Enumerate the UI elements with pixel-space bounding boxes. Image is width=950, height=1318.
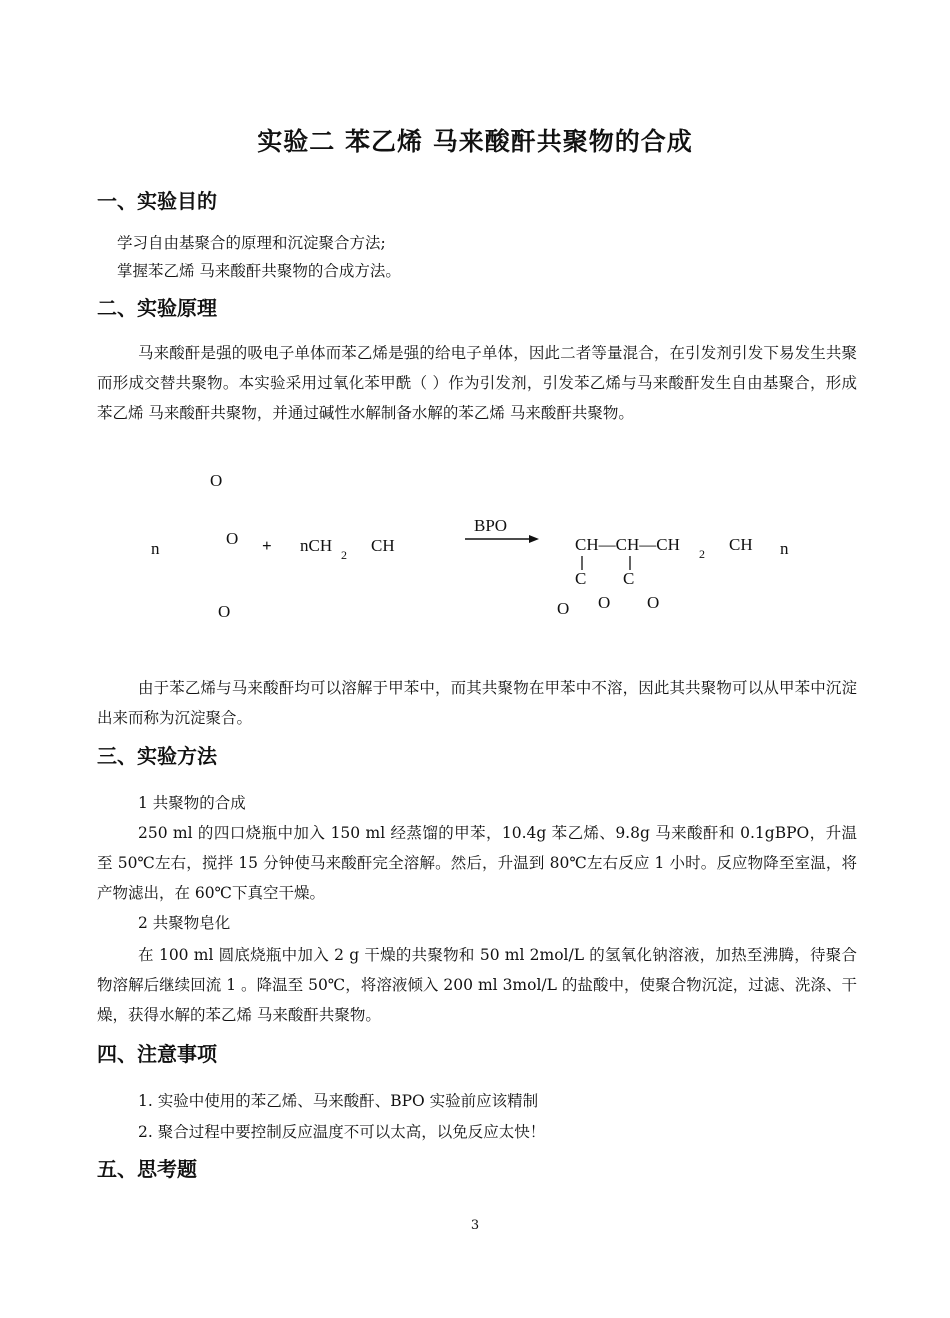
section-heading-method: 三、实验方法 bbox=[97, 744, 217, 768]
reactant-o-ring: O bbox=[226, 529, 239, 548]
note-item-2: 2. 聚合过程中要控制反应温度不可以太高，以免反应太快！ bbox=[138, 1123, 546, 1141]
plus-sign: + bbox=[262, 536, 272, 555]
objective-line-2: 掌握苯乙烯 马来酸酐共聚物的合成方法。 bbox=[117, 262, 401, 280]
objective-line-1: 学习自由基聚合的原理和沉淀聚合方法; bbox=[117, 234, 386, 252]
note-item-1: 1. 实验中使用的苯乙烯、马来酸酐、BPO 实验前应该精制 bbox=[138, 1092, 539, 1110]
method-subheading-2: 2 共聚物皂化 bbox=[138, 914, 231, 932]
product-o3: O bbox=[647, 593, 660, 612]
principle-paragraph-2: 由于苯乙烯与马来酸酐均可以溶解于甲苯中，而其共聚物在甲苯中不溶，因此其共聚物可以从甲苯中沉淀出来而称为沉淀聚合。 bbox=[97, 679, 857, 727]
product-c1: C bbox=[575, 569, 587, 588]
principle-paragraph-1: 马来酸酐是强的吸电子单体而苯乙烯是强的给电子单体，因此二者等量混合，在引发剂引发下易发生共聚而形成交替共聚物。本实验采用过氧化苯甲酰（ ）作为引发剂，引发苯乙烯与马来酸酐发生自由基聚合，形成苯乙烯 马来酸酐共聚物，并通过碱性水解制备水解的苯乙烯 马来酸酐共聚物。 bbox=[97, 344, 857, 422]
styrene-subscript: 2 bbox=[341, 548, 347, 562]
page-number: 3 bbox=[470, 1218, 480, 1233]
page-title: 实验二 苯乙烯 马来酸酐共聚物的合成 bbox=[257, 127, 693, 156]
reactant-n-left: n bbox=[151, 539, 160, 558]
styrene-ncl: nCH bbox=[300, 536, 333, 555]
section-heading-principle: 二、实验原理 bbox=[97, 296, 217, 320]
product-c2: C bbox=[623, 569, 635, 588]
section-heading-objectives: 一、实验目的 bbox=[97, 189, 217, 213]
bpo-label: BPO bbox=[474, 516, 508, 535]
reactant-o-bottom: O bbox=[218, 602, 231, 621]
product-n-right: n bbox=[780, 539, 789, 558]
product-ch: CH bbox=[729, 535, 753, 554]
method-paragraph-1: 250 ml 的四口烧瓶中加入 150 ml 经蒸馏的甲苯，10.4g 苯乙烯、9.8g 马来酸酐和 0.1gBPO，升温至 50℃左右，搅拌 15 分钟使马来酸酐完全溶解。然后，升温到 80℃左右反应 1 小时。反应物降至室温，将产物滤出，在 60℃下真空干燥。 bbox=[97, 824, 857, 902]
product-subscript: 2 bbox=[699, 547, 705, 561]
method-subheading-1: 1 共聚物的合成 bbox=[138, 794, 246, 812]
reaction-arrow bbox=[465, 532, 540, 546]
method-paragraph-2: 在 100 ml 圆底烧瓶中加入 2 g 干燥的共聚物和 50 ml 2mol/L 的氢氧化钠溶液，加热至沸腾，待聚合物溶解后继续回流 1 。降温至 50℃，将溶液倾入 200 ml 3mol/L 的盐酸中，使聚合物沉淀，过滤、洗涤、干燥，获得水解的苯乙烯 马来酸酐共聚物。 bbox=[97, 946, 857, 1024]
reactant-o-top: O bbox=[210, 471, 223, 490]
product-o2: O bbox=[598, 593, 611, 612]
product-chain: CH—CH—CH bbox=[575, 535, 680, 554]
section-heading-notes: 四、注意事项 bbox=[97, 1042, 217, 1066]
styrene-ch: CH bbox=[371, 536, 395, 555]
product-o1: O bbox=[557, 599, 570, 618]
section-heading-questions: 五、思考题 bbox=[97, 1157, 197, 1181]
